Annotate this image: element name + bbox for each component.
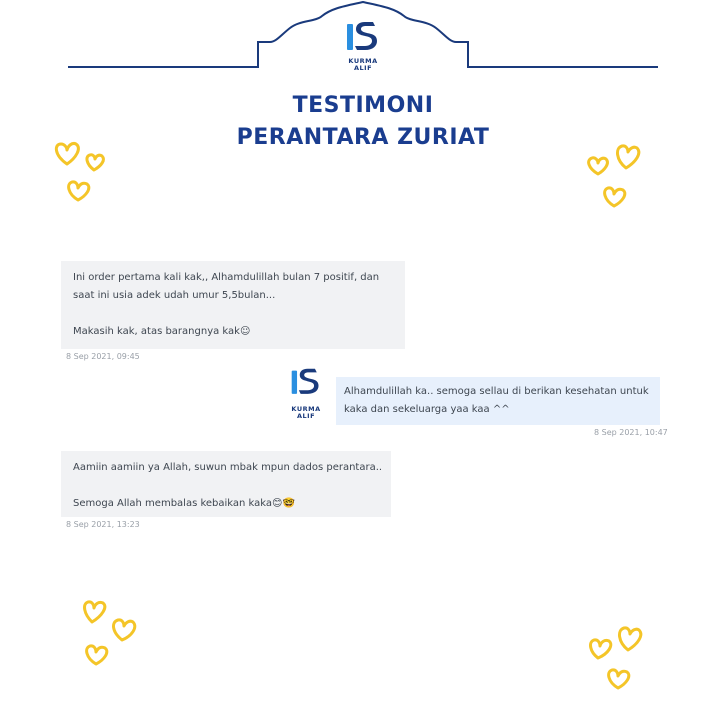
kurma-alif-logo-icon [343, 20, 383, 58]
page-subtitle: PERANTARA ZURIAT [236, 125, 490, 150]
chat-message-incoming [61, 261, 405, 349]
message-timestamp: 8 Sep 2021, 09:45 [66, 352, 140, 361]
chat-message-outgoing [336, 377, 660, 425]
page-title: TESTIMONI [292, 93, 434, 118]
message-text: Alhamdulillah ka.. semoga sellau di berikan kesehatan untuk [344, 386, 649, 397]
heart-outline-icon [56, 143, 103, 200]
brand-name-line1: KURMA [348, 57, 378, 65]
kurma-alif-logo-icon [288, 367, 324, 401]
message-text: Aamiin aamiin ya Allah, suwun mbak mpun dados perantara.. [73, 462, 383, 473]
message-text [73, 477, 391, 495]
hearts-top-right [582, 140, 644, 212]
hearts-top-left [50, 138, 112, 210]
avatar-name-line2: ALIF [296, 412, 316, 420]
hearts-bottom-right [584, 620, 646, 692]
message-text: saat ini usia adek udah umur 5,5bulan... [73, 290, 276, 301]
heart-outline-icon [85, 602, 135, 664]
hearts-bottom-left [78, 596, 140, 668]
heart-outline-icon [591, 628, 641, 688]
message-timestamp: 8 Sep 2021, 13:23 [66, 520, 140, 529]
message-timestamp: 8 Sep 2021, 10:47 [594, 428, 668, 437]
avatar-name-line1: KURMA [291, 405, 321, 413]
brand-name-line2: ALIF [353, 64, 373, 72]
message-text: kaka dan sekeluarga yaa kaa ^^ [344, 404, 510, 415]
chat-message-incoming [61, 451, 391, 517]
message-text: Semoga Allah membalas kebaikan kaka😊🤓 [73, 498, 295, 509]
seller-avatar [282, 367, 330, 420]
heart-outline-icon [589, 146, 639, 206]
message-text: Ini order pertama kali kak,, Alhamdulillah bulan 7 positif, dan [73, 272, 380, 283]
message-text: Makasih kak, atas barangnya kak☺ [73, 326, 251, 337]
brand-logo [337, 20, 389, 72]
message-text [73, 305, 405, 323]
